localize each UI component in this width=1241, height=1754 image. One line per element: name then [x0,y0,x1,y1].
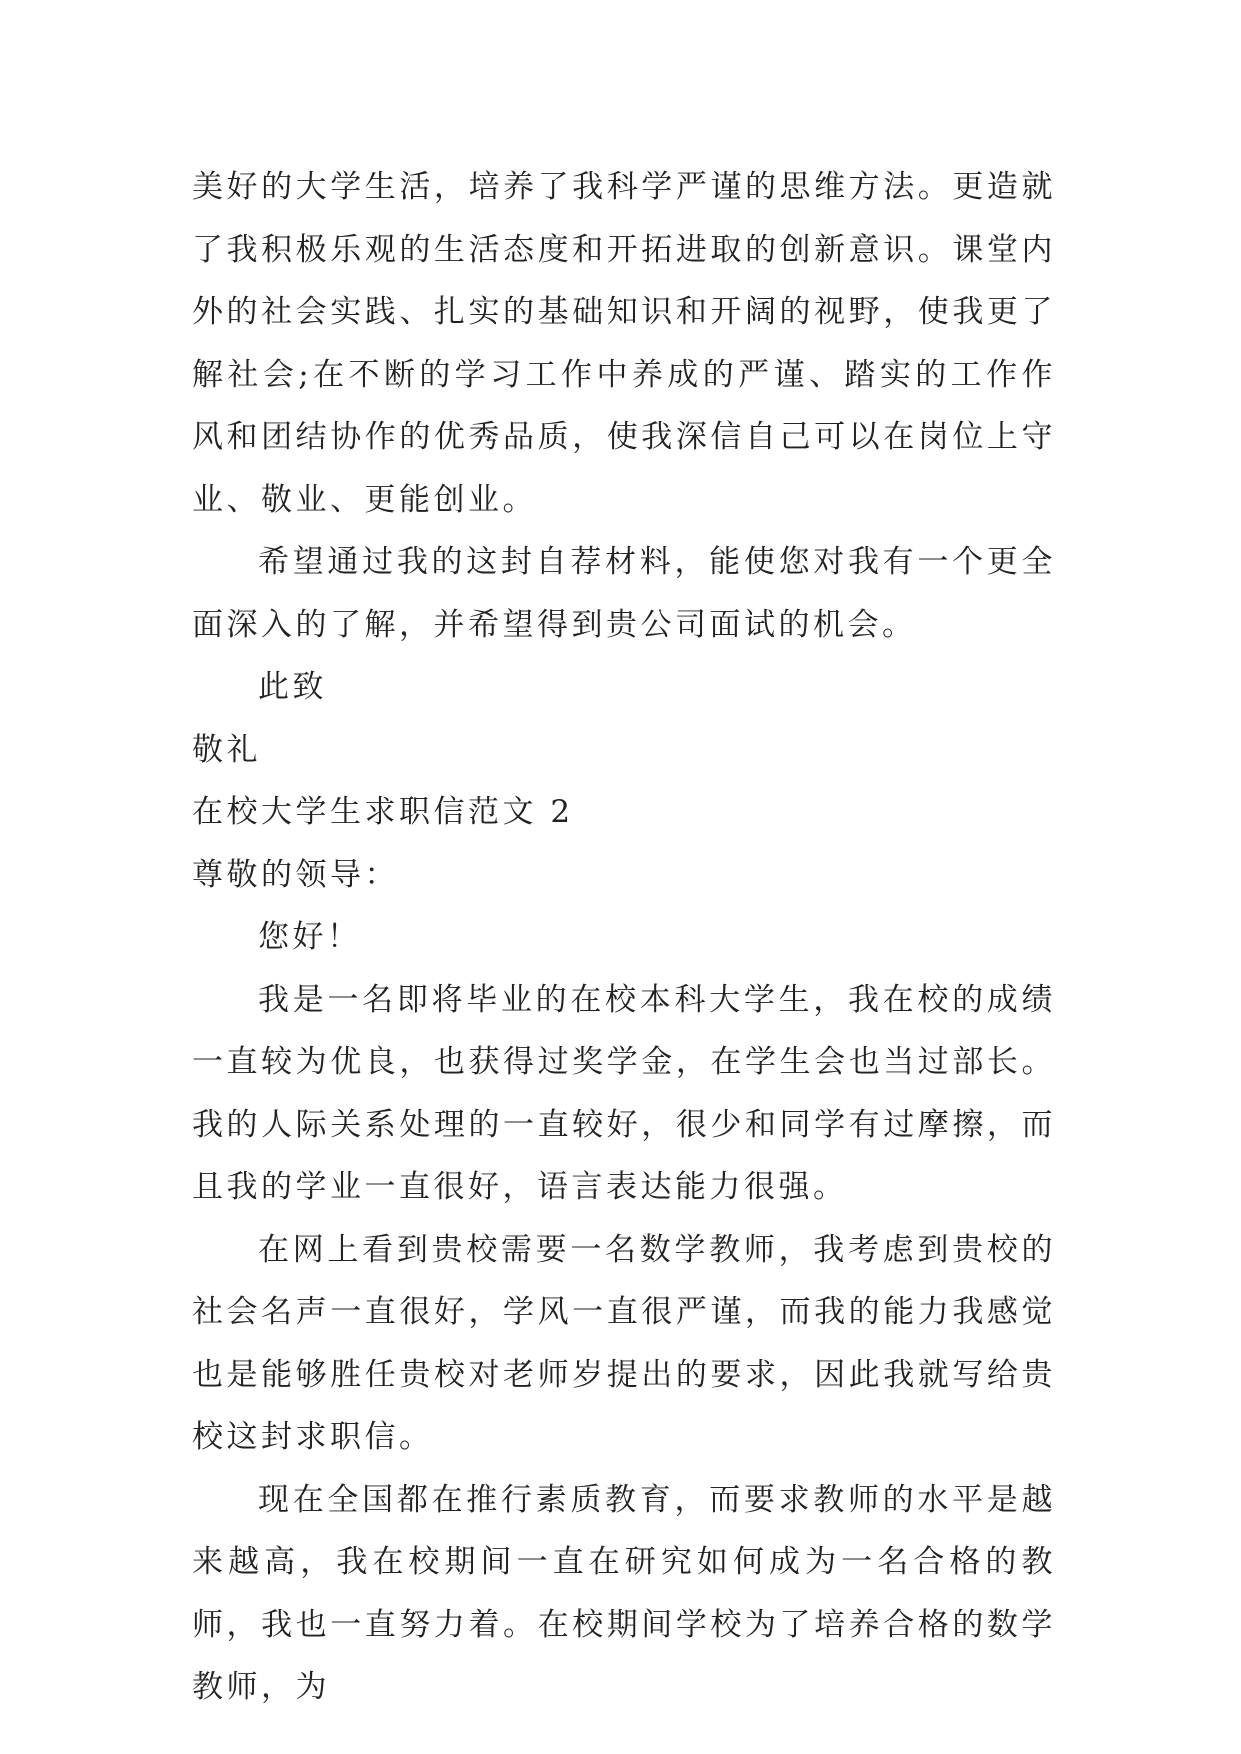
paragraph-self-intro: 我是一名即将毕业的在校本科大学生，我在校的成绩一直较为优良，也获得过奖学金，在学生会也当过部长。我的人际关系处理的一直较好，很少和同学有过摩擦，而且我的学业一直很好，语言表达能力很强。 [192,981,1056,1205]
greeting: 您好！ [258,919,362,955]
paragraph-university-life: 美好的大学生活，培养了我科学严谨的思维方法。更造就了我积极乐观的生活态度和开拓进取的创新意识。课堂内外的社会实践、扎实的基础知识和开阔的视野，使我更了解社会;在不断的学习工作中养成的严谨、踏实的工作作风和团结协作的优秀品质，使我深信自己可以在岗位上守业、敬业、更能创业。 [192,169,1056,518]
closing-jingli: 敬礼 [192,731,261,768]
document-page [192,156,1056,1719]
salutation: 尊敬的领导： [192,856,399,893]
section-title: 在校大学生求职信范文 2 [192,794,574,830]
paragraph-quality-education: 现在全国都在推行素质教育，而要求教师的水平是越来越高，我在校期间一直在研究如何成为一名合格的教师，我也一直努力着。在校期间学校为了培养合格的数学教师，为 [192,1481,1056,1705]
closing-cizhi: 此致 [258,669,327,705]
paragraph-job-reason: 在网上看到贵校需要一名数学教师，我考虑到贵校的社会名声一直很好，学风一直很严谨，而我的能力我感觉也是能够胜任贵校对老师岁提出的要求，因此我就写给贵校这封求职信。 [192,1231,1056,1455]
paragraph-hope: 希望通过我的这封自荐材料，能使您对我有一个更全面深入的了解，并希望得到贵公司面试的机会。 [192,544,1056,643]
